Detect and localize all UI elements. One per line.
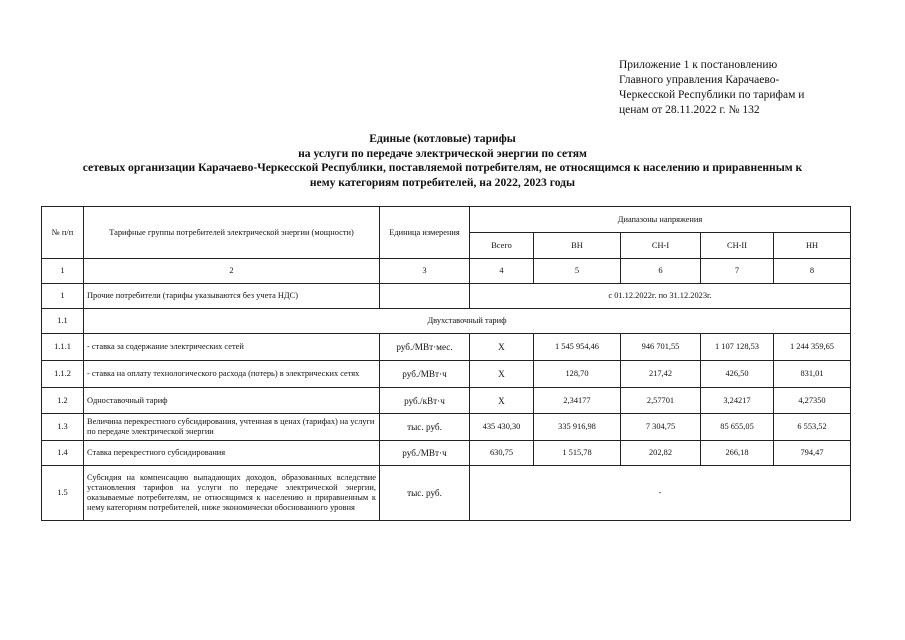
- cell-sn1: 7 304,75: [621, 414, 701, 441]
- cell-vn: 1 545 954,46: [534, 334, 621, 361]
- cell-vn: 1 515,78: [534, 441, 621, 466]
- table-row: [42, 388, 851, 414]
- cell-vn: 335 916,98: [534, 414, 621, 441]
- appendix-line: Черкесской Республики по тарифам и: [619, 89, 805, 101]
- header-num: № п/п: [42, 207, 84, 259]
- title-line: сетевых организации Карачаево-Черкесской Республики, поставляемой потребителям, не относящимся к населению и приравненным к: [82, 161, 803, 174]
- cell-sn2: 3,24217: [701, 388, 774, 414]
- row-period: с 01.12.2022г. по 31.12.2023г.: [470, 284, 851, 309]
- header-voltage-ranges: Диапазоны напряжения: [470, 207, 851, 233]
- table-row: [42, 284, 851, 309]
- column-number: 7: [701, 259, 774, 284]
- cell-sn2: 426,50: [701, 361, 774, 388]
- header-col-total: Всего: [470, 233, 534, 259]
- row-unit: тыс. руб.: [380, 414, 470, 441]
- row-unit: тыс. руб.: [380, 466, 470, 521]
- table-row: [42, 414, 851, 441]
- table-row: [42, 361, 851, 388]
- cell-nn: 4,27350: [774, 388, 851, 414]
- row-num: 1.2: [42, 388, 84, 414]
- header-col-sn1: СН-I: [621, 233, 701, 259]
- row-num: 1.3: [42, 414, 84, 441]
- cell-sn2: 85 655,05: [701, 414, 774, 441]
- cell-vn: 2,34177: [534, 388, 621, 414]
- cell-nn: 794,47: [774, 441, 851, 466]
- cell-total: Х: [470, 361, 534, 388]
- row-name: Субсидия на компенсацию выпадающих доходов, образованных вследствие установления тарифов на услуги по передаче электрической энергии, оказываемые потребителям, не относящимся к населению и приравненным к нему категориям потребителей, ниже экономически обоснованного уровня: [84, 466, 380, 521]
- row-unit: руб./кВт·ч: [380, 388, 470, 414]
- column-numbers-row: [42, 259, 851, 284]
- header-col-nn: НН: [774, 233, 851, 259]
- header-unit: Единица измерения: [380, 207, 470, 259]
- cell-total: 630,75: [470, 441, 534, 466]
- row-num: 1.5: [42, 466, 84, 521]
- column-number: 8: [774, 259, 851, 284]
- cell-sn2: 266,18: [701, 441, 774, 466]
- column-number: 5: [534, 259, 621, 284]
- row-section-title: Двухставочный тариф: [84, 309, 851, 334]
- column-number: 2: [84, 259, 380, 284]
- cell-vn: 128,70: [534, 361, 621, 388]
- row-name: Величина перекрестного субсидирования, учтенная в ценах (тарифах) на услуги по передаче электрической энергии: [84, 414, 380, 441]
- title-line: нему категориям потребителей, на 2022, 2023 годы: [309, 175, 576, 189]
- table-row: [42, 309, 851, 334]
- row-name: Прочие потребители (тарифы указываются без учета НДС): [84, 284, 380, 309]
- appendix-note: [619, 58, 852, 118]
- table-row: [42, 441, 851, 466]
- row-num: 1.1.2: [42, 361, 84, 388]
- column-number: 1: [42, 259, 84, 284]
- header-groups: Тарифные группы потребителей электрической энергии (мощности): [84, 207, 380, 259]
- title-line: Единые (котловые) тарифы: [369, 132, 516, 145]
- title-line: на услуги по передаче электрической энергии по сетям: [298, 146, 587, 160]
- column-number: 3: [380, 259, 470, 284]
- row-name: Одноставочный тариф: [84, 388, 380, 414]
- row-unit: руб./МВт·мес.: [380, 334, 470, 361]
- appendix-line: ценам от 28.11.2022 г. № 132: [619, 104, 760, 116]
- table-row: [42, 466, 851, 521]
- table-header-row: [42, 207, 851, 233]
- cell-sn1: 2,57701: [621, 388, 701, 414]
- row-num: 1.1.1: [42, 334, 84, 361]
- row-name: Ставка перекрестного субсидирования: [84, 441, 380, 466]
- row-name: - ставка за содержание электрических сетей: [84, 334, 380, 361]
- row-unit: руб./МВт·ч: [380, 361, 470, 388]
- appendix-line: Приложение 1 к постановлению: [619, 59, 778, 71]
- cell-total: Х: [470, 388, 534, 414]
- column-number: 6: [621, 259, 701, 284]
- header-col-vn: ВН: [534, 233, 621, 259]
- cell-total: Х: [470, 334, 534, 361]
- column-number: 4: [470, 259, 534, 284]
- cell-nn: 831,01: [774, 361, 851, 388]
- cell-nn: 6 553,52: [774, 414, 851, 441]
- row-num: 1: [42, 284, 84, 309]
- row-unit: [380, 284, 470, 309]
- document-title: [20, 132, 865, 190]
- cell-sn2: 1 107 128,53: [701, 334, 774, 361]
- cell-nn: 1 244 359,65: [774, 334, 851, 361]
- row-num: 1.4: [42, 441, 84, 466]
- cell-sn1: 202,82: [621, 441, 701, 466]
- appendix-line: Главного управления Карачаево-: [619, 74, 780, 86]
- cell-total: 435 430,30: [470, 414, 534, 441]
- cell-sn1: 217,42: [621, 361, 701, 388]
- row-unit: руб./МВт·ч: [380, 441, 470, 466]
- header-col-sn2: СН-II: [701, 233, 774, 259]
- row-name: - ставка на оплату технологического расхода (потерь) в электрических сетях: [84, 361, 380, 388]
- cell-sn1: 946 701,55: [621, 334, 701, 361]
- row-num: 1.1: [42, 309, 84, 334]
- table-row: [42, 334, 851, 361]
- tariff-table: [41, 206, 851, 521]
- cell-value: -: [470, 466, 851, 521]
